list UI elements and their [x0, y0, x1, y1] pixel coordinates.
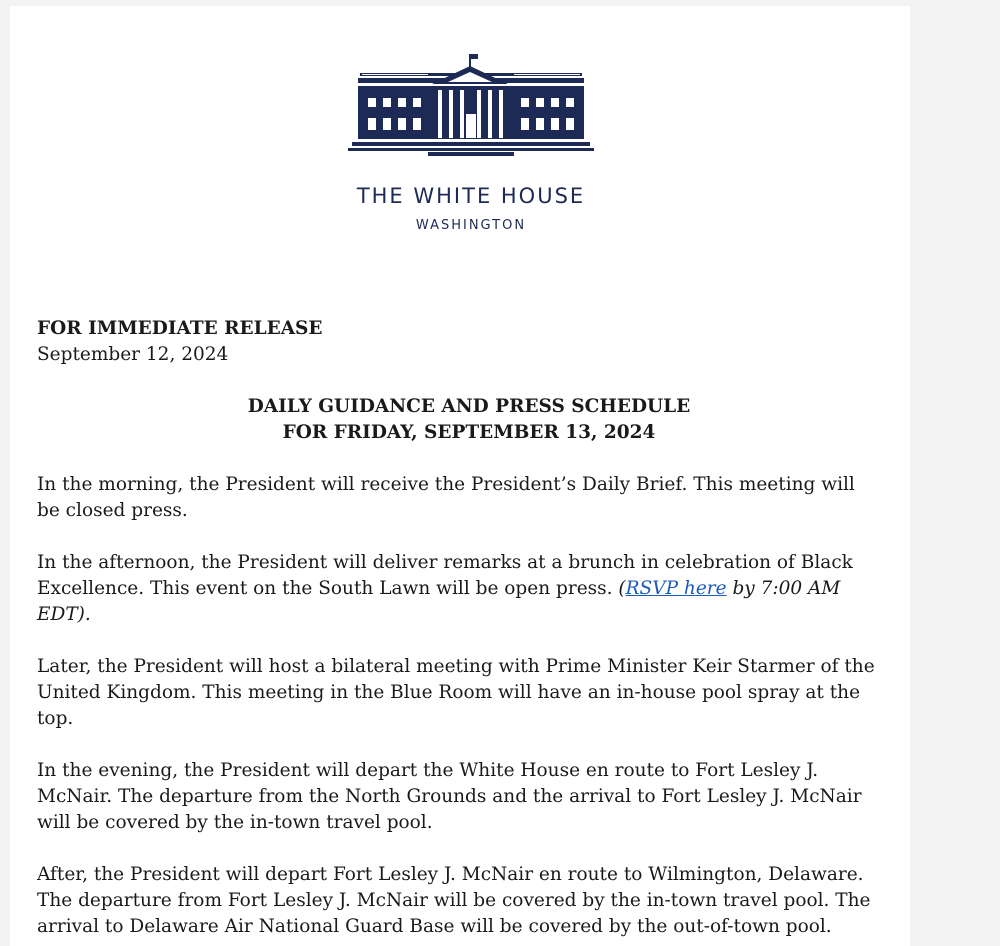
white-house-title: THE WHITE HOUSE	[356, 184, 586, 208]
paragraph-morning: In the morning, the President will receive the President’s Daily Brief. This meeting will be closed press.	[37, 474, 855, 521]
release-date: September 12, 2024	[37, 344, 229, 365]
rsvp-link[interactable]: RSVP here	[625, 578, 727, 599]
release-label: FOR IMMEDIATE RELEASE	[37, 318, 323, 339]
release-body	[37, 316, 877, 940]
rsvp-open-paren: (	[618, 578, 626, 599]
white-house-logo-icon	[348, 48, 594, 164]
headline	[49, 394, 889, 446]
rsvp-deadline: by 7:00 AM EDT).	[37, 578, 841, 625]
paragraph-after: After, the President will depart Fort Lesley J. McNair en route to Wilmington, Delaware. The departure from Fort Lesley J. McNair will be covered by the in-town travel pool. The arrival to Delaware Air National Guard Base will be covered by the out-of-town pool.	[37, 864, 871, 937]
headline-line-1: DAILY GUIDANCE AND PRESS SCHEDULE	[247, 396, 691, 417]
paragraph-evening: In the evening, the President will depart the White House en route to Fort Lesley J. McNair. The departure from the North Grounds and the arrival to Fort Lesley J. McNair will be covered by the in-town travel pool.	[37, 760, 862, 833]
paragraph-afternoon	[37, 550, 877, 628]
paragraph-afternoon-text: In the afternoon, the President will deliver remarks at a brunch in celebration of Black Excellence. This event on the South Lawn will be open press.	[37, 552, 853, 599]
press-release-page	[10, 6, 910, 946]
white-house-subtitle: WASHINGTON	[415, 218, 527, 233]
paragraph-bilateral: Later, the President will host a bilateral meeting with Prime Minister Keir Starmer of the United Kingdom. This meeting in the Blue Room will have an in-house pool spray at the top.	[37, 656, 875, 729]
headline-line-2: FOR FRIDAY, SEPTEMBER 13, 2024	[282, 422, 656, 443]
